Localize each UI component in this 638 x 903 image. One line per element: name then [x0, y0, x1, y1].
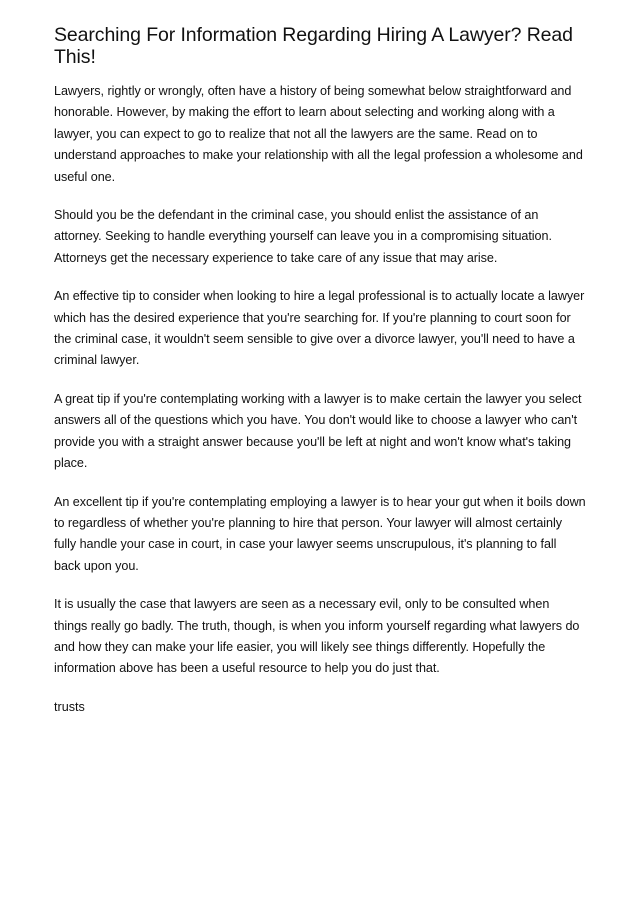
paragraph-1: Lawyers, rightly or wrongly, often have a history of being somewhat below straightforward and honorable. However, by making the effort to learn about selecting and working along with a lawyer, you can expect to go to realize that not all the lawyers are the same. Read on to understand approaches to make your relationship with all the legal profession a wholesome and useful one. [54, 84, 583, 184]
document-page [54, 24, 586, 718]
trailing-word: trusts [54, 699, 85, 714]
paragraph-3: An effective tip to consider when looking to hire a legal professional is to actually locate a lawyer which has the desired experience that you're searching for. If you're planning to court soon for the criminal case, it wouldn't seem sensible to give over a divorce lawyer, you'll need to have a criminal lawyer. [54, 289, 585, 368]
document-title: Searching For Information Regarding Hiring A Lawyer? Read This! [54, 24, 573, 68]
paragraph-5: An excellent tip if you're contemplating employing a lawyer is to hear your gut when it boils down to regardless of whether you're planning to hire that person. Your lawyer will almost certainly fully handle your case in court, in case your lawyer seems unscrupulous, it's planning to fall back upon you. [54, 494, 586, 573]
paragraph-2: Should you be the defendant in the criminal case, you should enlist the assistance of an attorney. Seeking to handle everything yourself can leave you in a compromising situation. Attorneys get the necessary experience to take care of any issue that may arise. [54, 208, 552, 265]
paragraph-4: A great tip if you're contemplating working with a lawyer is to make certain the lawyer you select answers all of the questions which you have. You don't would like to choose a lawyer who can't provide you with a straight answer because you'll be left at night and won't know what's taking place. [54, 391, 582, 471]
paragraph-6: It is usually the case that lawyers are seen as a necessary evil, only to be consulted when things really go badly. The truth, though, is when you inform yourself regarding what lawyers do and how they can make your life easier, you will likely see things differently. Hopefully the information above has been a useful resource to help you do just that. [54, 597, 580, 676]
